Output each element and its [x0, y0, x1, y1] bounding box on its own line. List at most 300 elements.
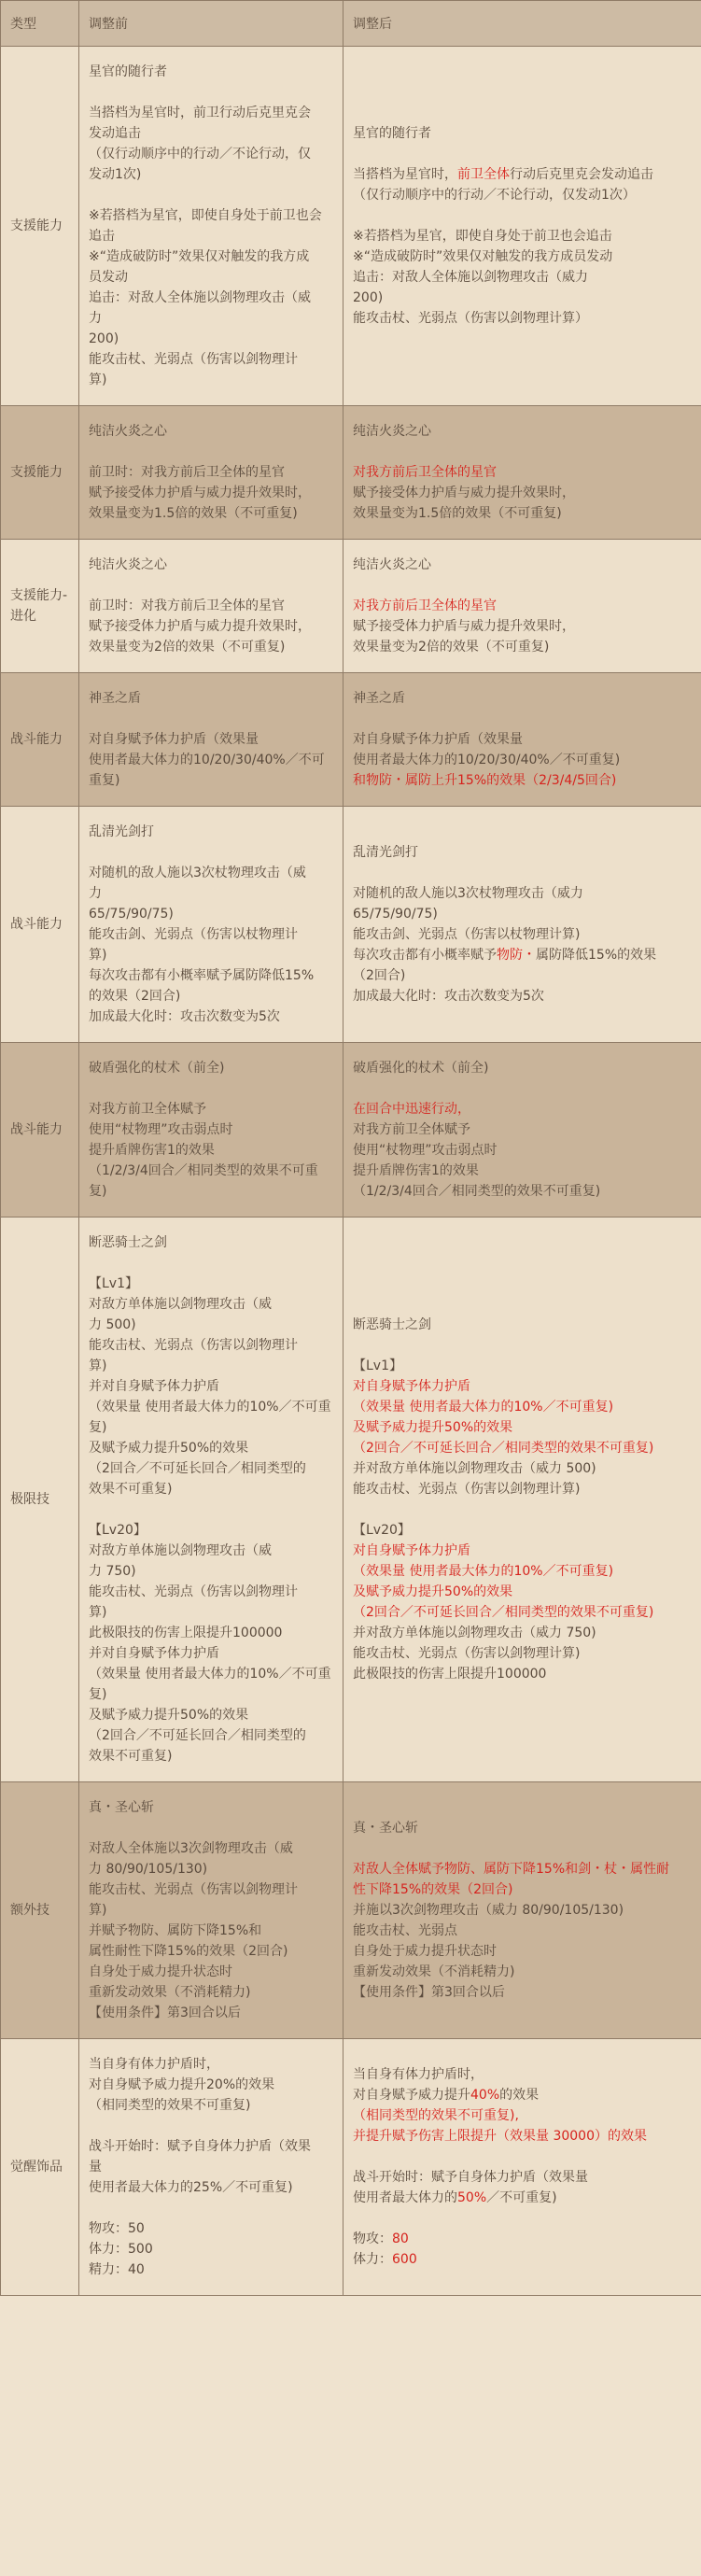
plain-text: 自身处于威力提升状态时 [89, 1964, 232, 1979]
plain-text: 能攻击杖、光弱点（伤害以剑物理计 [89, 1882, 298, 1897]
text-line [353, 555, 692, 575]
plain-text: 乱清光剑打 [89, 824, 154, 839]
text-line [89, 1294, 333, 1315]
text-line [89, 1232, 333, 1253]
plain-text: 能攻击剑、光弱点（伤害以杖物理计 [89, 927, 298, 942]
plain-text: 能攻击杖、光弱点 [353, 1923, 457, 1938]
plain-text: 断恶骑士之剑 [353, 1317, 431, 1332]
plain-text: 赋予接受体力护盾与威力提升效果时， [89, 486, 311, 500]
plain-text: 算) [89, 1605, 107, 1620]
plain-text: 力 500) [89, 1317, 136, 1332]
text-line [89, 709, 333, 729]
plain-text: （仅行动顺序中的行动／不论行动，仅发动1次） [353, 188, 636, 203]
highlight-text: 对自身赋予体力护盾 [353, 1543, 470, 1558]
text-line [89, 750, 333, 770]
text-line [353, 1838, 692, 1859]
text-line [353, 945, 692, 965]
plain-text: 能攻击杖、光弱点（伤害以剑物理计 [89, 1338, 298, 1353]
text-line [353, 1643, 692, 1664]
plain-text: 重复) [89, 773, 120, 788]
plain-text: 赋予接受体力护盾与威力提升效果时， [353, 619, 575, 634]
header-after: 调整后 [343, 1, 701, 47]
text-line [89, 1797, 333, 1818]
row-type: 支援能力-进化 [1, 540, 79, 673]
plain-text: 当自身有体力护盾时， [89, 2057, 219, 2072]
text-line [89, 1705, 333, 1725]
plain-text: 【Lv1】 [353, 1358, 402, 1373]
text-line [353, 2064, 692, 2085]
plain-text: 使用“杖物理”攻击弱点时 [353, 1143, 498, 1158]
text-line [353, 2126, 692, 2147]
before-cell [79, 1218, 343, 1782]
text-line [89, 1274, 333, 1294]
text-line [89, 1582, 333, 1602]
highlight-text: 对我方前后卫全体的星官 [353, 598, 497, 613]
highlight-text: （效果量 使用者最大体力的10%／不可重复) [353, 1400, 614, 1415]
text-line [89, 103, 333, 123]
table-row [1, 406, 701, 540]
text-line [353, 246, 692, 267]
plain-text: 此极限技的伤害上限提升100000 [89, 1626, 283, 1640]
highlight-text: （2回合／不可延长回合／相同类型的效果不可重复) [353, 1441, 654, 1456]
plain-text: （2回合／不可延长回合／相同类型的 [89, 1461, 306, 1476]
table-row [1, 540, 701, 673]
plain-text: （1/2/3/4回合／相同类型的效果不可重复) [353, 1184, 601, 1199]
plain-text: 加成最大化时：攻击次数变为5次 [89, 1009, 280, 1024]
text-line [353, 2147, 692, 2167]
plain-text: 星官的随行者 [353, 126, 431, 141]
text-line [89, 462, 333, 483]
text-line [89, 205, 333, 226]
text-line [353, 575, 692, 596]
plain-text: ※“造成破防时”效果仅对触发的我方成 [89, 249, 310, 264]
text-line [89, 2136, 333, 2157]
text-line [89, 945, 333, 965]
plain-text: （效果量 使用者最大体力的10%／不可重复) [89, 1400, 331, 1435]
text-line [89, 2116, 333, 2136]
text-line [89, 1499, 333, 1520]
plain-text: 力 [89, 311, 102, 326]
plain-text: 对随机的敌人施以3次杖物理攻击（威力 [353, 886, 583, 901]
row-type: 觉醒饰品 [1, 2039, 79, 2296]
text-line [89, 1982, 333, 2003]
plain-text: ※“造成破防时”效果仅对触发的我方成员发动 [353, 249, 613, 264]
row-type: 支援能力 [1, 47, 79, 406]
row-type: 极限技 [1, 1218, 79, 1782]
plain-text: 星官的随行者 [89, 64, 167, 79]
text-line [89, 2259, 333, 2280]
plain-text: 精力：40 [89, 2262, 145, 2277]
plain-text: 效果不可重复) [89, 1749, 173, 1764]
plain-text: 量 [89, 2160, 102, 2175]
text-line [89, 1335, 333, 1356]
text-line [353, 288, 692, 308]
highlight-text: 及赋予威力提升50%的效果 [353, 1420, 513, 1435]
plain-text: 使用“杖物理”攻击弱点时 [89, 1122, 233, 1137]
plain-text: 破盾强化的杖术（前全) [89, 1061, 225, 1076]
text-line [89, 2157, 333, 2177]
highlight-text: 物防・ [497, 948, 536, 963]
text-line [353, 1458, 692, 1479]
plain-text: 及赋予威力提升50%的效果 [89, 1708, 249, 1723]
text-line [353, 1921, 692, 1941]
text-line [353, 144, 692, 164]
table-row [1, 1218, 701, 1782]
plain-text: 算) [89, 948, 107, 963]
text-line [89, 185, 333, 205]
text-line [353, 1962, 692, 1982]
before-cell [79, 1782, 343, 2039]
table-row [1, 2039, 701, 2296]
before-cell [79, 2039, 343, 2296]
text-line [353, 616, 692, 637]
text-line [353, 1982, 692, 2003]
text-line [89, 1119, 333, 1140]
plain-text: 效果量变为1.5倍的效果（不可重复) [353, 506, 562, 521]
highlight-text: 前卫全体 [457, 167, 510, 182]
row-type: 额外技 [1, 1782, 79, 2039]
text-line [89, 503, 333, 524]
text-line [353, 842, 692, 863]
text-line [353, 308, 692, 329]
text-line [353, 904, 692, 924]
plain-text: ※若搭档为星官，即使自身处于前卫也会追击 [353, 229, 612, 244]
text-line [89, 1458, 333, 1479]
plain-text: 对我方前卫全体赋予 [89, 1102, 206, 1117]
plain-text: 物攻： [353, 2231, 392, 2246]
text-line [89, 555, 333, 575]
plain-text: 每次攻击都有小概率赋予属防降低15% [89, 968, 315, 983]
plain-text: ※若搭档为星官，即使自身处于前卫也会 [89, 208, 322, 223]
plain-text: 【使用条件】第3回合以后 [353, 1985, 505, 2000]
after-cell [343, 2039, 701, 2296]
plain-text: 效果量变为2倍的效果（不可重复) [353, 640, 550, 655]
before-cell [79, 406, 343, 540]
highlight-text: 600 [392, 2252, 417, 2267]
text-line [89, 1838, 333, 1859]
plain-text: 算) [89, 1358, 107, 1373]
text-line [353, 421, 692, 442]
plain-text: 力 750) [89, 1564, 136, 1579]
text-line [89, 1058, 333, 1078]
text-line [89, 688, 333, 709]
plain-text: 重新发动效果（不消耗精力) [353, 1964, 515, 1979]
text-line [89, 1818, 333, 1838]
text-line [89, 349, 333, 370]
highlight-text: 80 [392, 2231, 409, 2246]
text-line [353, 2188, 692, 2208]
text-line [89, 1438, 333, 1458]
highlight-text: 性下降15%的效果（2回合) [353, 1882, 513, 1897]
before-cell [79, 807, 343, 1043]
text-line [89, 1099, 333, 1119]
text-line [353, 750, 692, 770]
text-line [353, 986, 692, 1006]
plain-text: 使用者最大体力的 [353, 2190, 457, 2205]
plain-text: 的效果 [499, 2088, 540, 2103]
highlight-text: 对敌人全体赋予物防、属防下降15%和剑・杖・属性耐 [353, 1862, 670, 1877]
text-line [89, 883, 333, 904]
plain-text: 及赋予威力提升50%的效果 [89, 1441, 249, 1456]
plain-text: 对敌方单体施以剑物理攻击（威 [89, 1543, 272, 1558]
highlight-text: 并提升赋予伤害上限提升（效果量 30000）的效果 [353, 2129, 647, 2144]
text-line [89, 1181, 333, 1202]
plain-text: 能攻击杖、光弱点（伤害以剑物理计算) [353, 1482, 581, 1497]
text-line [89, 1520, 333, 1541]
plain-text: ／不可重复) [486, 2190, 557, 2205]
plain-text: 行动后克里克会发动追击 [510, 167, 653, 182]
plain-text: 乱清光剑打 [353, 845, 418, 860]
text-line [353, 1181, 692, 1202]
text-line [89, 246, 333, 267]
plain-text: 【Lv1】 [89, 1276, 138, 1291]
text-line [353, 164, 692, 185]
after-cell [343, 1043, 701, 1218]
plain-text: 赋予接受体力护盾与威力提升效果时， [353, 486, 575, 500]
plain-text: （2回合) [353, 968, 406, 983]
text-line [89, 329, 333, 349]
highlight-text: 40% [470, 2088, 500, 2103]
plain-text: 并对自身赋予体力护盾 [89, 1646, 219, 1661]
text-line [89, 2198, 333, 2218]
plain-text: 神圣之盾 [353, 691, 405, 706]
plain-text: 对自身赋予威力提升20%的效果 [89, 2077, 275, 2092]
plain-text: 纯洁火炎之心 [89, 557, 167, 572]
after-cell [343, 1218, 701, 1782]
text-line [89, 986, 333, 1006]
text-line [353, 483, 692, 503]
text-line [353, 770, 692, 791]
text-line [353, 1879, 692, 1900]
plain-text: 发动追击 [89, 126, 141, 141]
text-line [89, 421, 333, 442]
plain-text: 真・圣心斩 [89, 1800, 154, 1815]
text-line [353, 267, 692, 288]
text-line [89, 1561, 333, 1582]
text-line [353, 883, 692, 904]
text-line [89, 82, 333, 103]
after-cell [343, 406, 701, 540]
plain-text: 破盾强化的杖术（前全) [353, 1061, 489, 1076]
plain-text: 此极限技的伤害上限提升100000 [353, 1667, 547, 1682]
plain-text: （效果量 使用者最大体力的10%／不可重复) [89, 1667, 331, 1702]
text-line [353, 1664, 692, 1684]
table-row [1, 1043, 701, 1218]
plain-text: 对随机的敌人施以3次杖物理攻击（威 [89, 866, 306, 880]
highlight-text: 及赋予威力提升50%的效果 [353, 1584, 513, 1599]
text-line [353, 709, 692, 729]
text-line [353, 185, 692, 205]
before-cell [79, 1043, 343, 1218]
text-line [89, 2054, 333, 2075]
plain-text: （2回合／不可延长回合／相同类型的 [89, 1728, 306, 1743]
text-line [89, 123, 333, 144]
text-line [353, 1623, 692, 1643]
text-line [89, 62, 333, 82]
text-line [89, 1397, 333, 1438]
text-line [89, 822, 333, 842]
plain-text: 前卫时：对我方前后卫全体的星官 [89, 598, 285, 613]
table-row [1, 47, 701, 406]
text-line [353, 965, 692, 986]
plain-text: 体力：500 [89, 2242, 153, 2257]
text-line [89, 770, 333, 791]
highlight-text: 在回合中迅速行动， [353, 1102, 470, 1117]
text-line [353, 2229, 692, 2249]
text-line [89, 2003, 333, 2023]
text-line [89, 308, 333, 329]
text-line [353, 1561, 692, 1582]
text-line [89, 1315, 333, 1335]
text-line [89, 1962, 333, 1982]
text-line [89, 1078, 333, 1099]
plain-text: 效果不可重复) [89, 1482, 173, 1497]
text-line [353, 1099, 692, 1119]
text-line [89, 2177, 333, 2198]
plain-text: 提升盾牌伤害1的效果 [89, 1143, 215, 1158]
plain-text: 纯洁火炎之心 [353, 424, 431, 439]
plain-text: 【使用条件】第3回合以后 [89, 2006, 241, 2020]
text-line [353, 1161, 692, 1181]
plain-text: 复) [89, 1184, 107, 1199]
row-type: 战斗能力 [1, 673, 79, 807]
plain-text: 提升盾牌伤害1的效果 [353, 1163, 479, 1178]
plain-text: 能攻击杖、光弱点（伤害以剑物理计算) [353, 1646, 581, 1661]
text-line [353, 1818, 692, 1838]
text-line [353, 1479, 692, 1499]
text-line [89, 2239, 333, 2259]
text-line [89, 637, 333, 657]
plain-text: 算) [89, 1903, 107, 1918]
text-line [353, 1859, 692, 1879]
plain-text: 战斗开始时：赋予自身体力护盾（效果量 [353, 2170, 588, 2185]
after-cell [343, 540, 701, 673]
text-line [89, 2095, 333, 2116]
text-line [353, 503, 692, 524]
text-line [353, 1602, 692, 1623]
plain-text: 65/75/90/75) [89, 907, 174, 922]
plain-text: 能攻击杖、光弱点（伤害以剑物理计 [89, 1584, 298, 1599]
text-line [353, 729, 692, 750]
before-cell [79, 47, 343, 406]
highlight-text: （2回合／不可延长回合／相同类型的效果不可重复) [353, 1605, 654, 1620]
text-line [353, 442, 692, 462]
text-line [89, 965, 333, 986]
plain-text: 对自身赋予威力提升 [353, 2088, 470, 2103]
text-line [89, 863, 333, 883]
text-line [89, 2075, 333, 2095]
text-line [353, 637, 692, 657]
highlight-text: 对自身赋予体力护盾 [353, 1379, 470, 1394]
text-line [89, 1900, 333, 1921]
highlight-text: 50% [457, 2190, 487, 2205]
text-line [353, 1119, 692, 1140]
text-line [89, 1879, 333, 1900]
text-line [353, 1315, 692, 1335]
text-line [353, 2105, 692, 2126]
text-line [89, 1541, 333, 1561]
text-line [353, 2085, 692, 2105]
plain-text: 真・圣心斩 [353, 1821, 418, 1836]
plain-text: （仅行动顺序中的行动／不论行动，仅 [89, 147, 311, 162]
table-row [1, 1782, 701, 2039]
plain-text: 战斗开始时：赋予自身体力护盾（效果 [89, 2139, 311, 2154]
table-body [1, 47, 701, 2296]
plain-text: 【Lv20】 [353, 1523, 411, 1538]
plain-text: 使用者最大体力的10/20/30/40%／不可重复) [353, 753, 621, 767]
plain-text: 追击：对敌人全体施以剑物理攻击（威 [89, 290, 311, 305]
plain-text: （1/2/3/4回合／相同类型的效果不可重 [89, 1163, 318, 1178]
text-line [89, 1602, 333, 1623]
after-cell [343, 47, 701, 406]
plain-text: 纯洁火炎之心 [353, 557, 431, 572]
plain-text: 并对自身赋予体力护盾 [89, 1379, 219, 1394]
plain-text: 属性耐性下降15%的效果（2回合) [89, 1944, 288, 1959]
plain-text: 当自身有体力护盾时， [353, 2067, 484, 2082]
plain-text: 能攻击杖、光弱点（伤害以剑物理计算） [353, 311, 588, 326]
plain-text: 纯洁火炎之心 [89, 424, 167, 439]
before-cell [79, 540, 343, 673]
plain-text: 使用者最大体力的10/20/30/40%／不可 [89, 753, 325, 767]
text-line [353, 1438, 692, 1458]
table-row [1, 807, 701, 1043]
plain-text: 对敌方单体施以剑物理攻击（威 [89, 1297, 272, 1312]
text-line [353, 1078, 692, 1099]
text-line [353, 688, 692, 709]
text-line [89, 1479, 333, 1499]
plain-text: 200) [353, 290, 384, 305]
plain-text: 效果量变为1.5倍的效果（不可重复) [89, 506, 298, 521]
plain-text: 并赋予物防、属防下降15%和 [89, 1923, 262, 1938]
plain-text: 前卫时：对我方前后卫全体的星官 [89, 465, 285, 480]
text-line [89, 1725, 333, 1746]
text-line [89, 1140, 333, 1161]
highlight-text: （效果量 使用者最大体力的10%／不可重复) [353, 1564, 614, 1579]
text-line [353, 1541, 692, 1561]
text-line [89, 483, 333, 503]
text-line [353, 1499, 692, 1520]
plain-text: 能攻击杖、光弱点（伤害以剑物理计 [89, 352, 298, 367]
text-line [89, 1253, 333, 1274]
text-line [89, 442, 333, 462]
highlight-text: 和物防・属防上升15%的效果（2/3/4/5回合) [353, 773, 617, 788]
text-line [89, 164, 333, 185]
text-line [89, 288, 333, 308]
text-line [89, 1746, 333, 1767]
plain-text: 赋予接受体力护盾与威力提升效果时， [89, 619, 311, 634]
plain-text: 对自身赋予体力护盾（效果量 [353, 732, 523, 747]
plain-text: 力 [89, 886, 102, 901]
plain-text: 发动1次) [89, 167, 142, 182]
text-line [353, 1900, 692, 1921]
plain-text: 对我方前卫全体赋予 [353, 1122, 470, 1137]
plain-text: （相同类型的效果不可重复) [89, 2098, 251, 2113]
text-line [353, 1582, 692, 1602]
text-line [89, 370, 333, 390]
text-line [353, 2167, 692, 2188]
row-type: 战斗能力 [1, 807, 79, 1043]
after-cell [343, 1782, 701, 2039]
plain-text: 并对敌方单体施以剑物理攻击（威力 750) [353, 1626, 596, 1640]
after-cell [343, 673, 701, 807]
text-line [89, 904, 333, 924]
text-line [89, 616, 333, 637]
text-line [89, 1356, 333, 1376]
text-line [89, 924, 333, 945]
before-cell [79, 673, 343, 807]
text-line [353, 1376, 692, 1397]
plain-text: 对敌人全体施以3次剑物理攻击（威 [89, 1841, 293, 1856]
